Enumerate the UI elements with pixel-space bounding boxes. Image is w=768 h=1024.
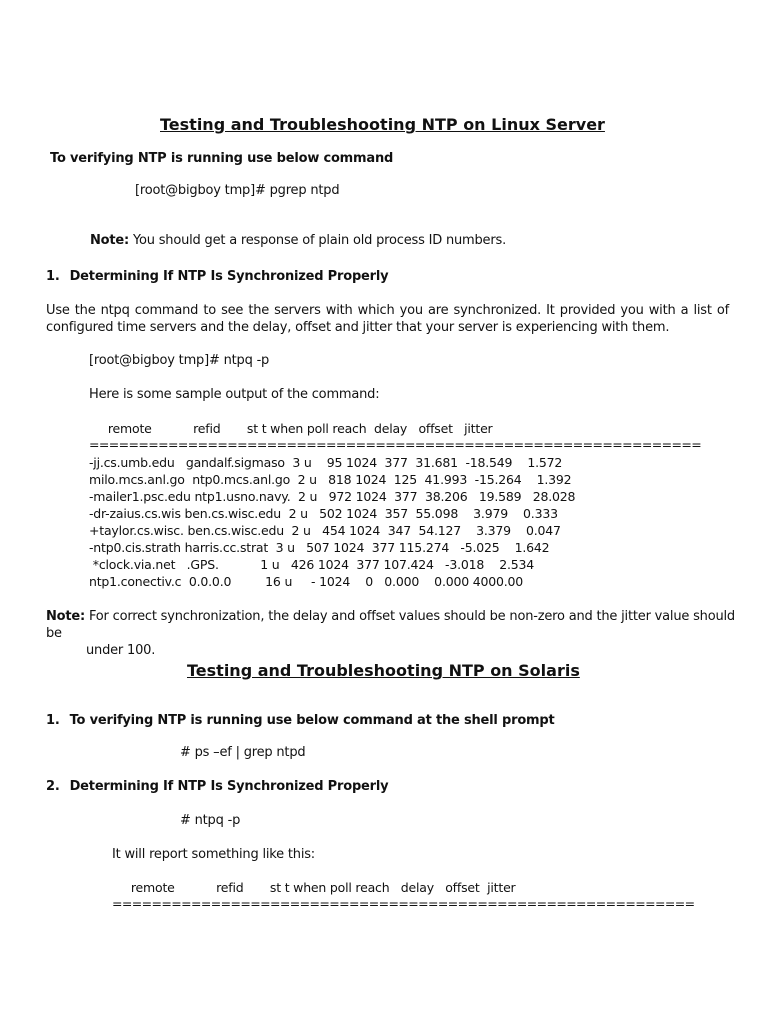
linux-note1 [90, 232, 506, 249]
solaris-output-separator: =========================================================== [112, 896, 695, 911]
solaris-output-header: remote refid st t when poll reach delay offset jitter [112, 880, 516, 895]
solaris-step2-heading-text: Determining If NTP Is Synchronized Properly [69, 779, 389, 794]
linux-verify-command: [root@bigboy tmp]# pgrep ntpd [135, 183, 340, 198]
linux-verify-heading: To verifying NTP is running use below command [50, 151, 394, 166]
note2-label: Note: [46, 609, 86, 624]
note2-text: For correct synchronization, the delay and offset values should be non-zero and the jitter value should be [46, 609, 735, 641]
note2-continuation: under 100. [86, 643, 156, 658]
solaris-report-intro: It will report something like this: [112, 847, 315, 862]
linux-output-header: remote refid st t when poll reach delay offset jitter [89, 421, 493, 436]
linux-output-row: *clock.via.net .GPS. 1 u 426 1024 377 107.424 -3.018 2.534 [89, 557, 535, 572]
note1-label: Note: [90, 233, 130, 248]
step1-heading-text: Determining If NTP Is Synchronized Properly [69, 269, 389, 284]
linux-step1-paragraph: Use the ntpq command to see the servers with which you are synchronized. It provided you with a list of configured time servers and the delay, offset and jitter that your server is experiencing with them. [46, 303, 729, 335]
solaris-step1-heading [46, 712, 555, 729]
note1-text: You should get a response of plain old process ID numbers. [129, 233, 507, 248]
linux-output-row: -dr-zaius.cs.wis ben.cs.wisc.edu 2 u 502 1024 357 55.098 3.979 0.333 [89, 506, 558, 521]
solaris-step1-heading-text: To verifying NTP is running use below command at the shell prompt [69, 713, 555, 728]
solaris-section-title: Testing and Troubleshooting NTP on Solaris [187, 661, 580, 680]
step1-number: 1. [46, 269, 60, 284]
linux-step1-heading [46, 268, 388, 285]
linux-output-separator: ============================================================== [89, 437, 702, 452]
linux-output-row: +taylor.cs.wisc. ben.cs.wisc.edu 2 u 454 1024 347 54.127 3.379 0.047 [89, 523, 561, 538]
linux-output-row: -mailer1.psc.edu ntp1.usno.navy. 2 u 972 1024 377 38.206 19.589 28.028 [89, 489, 576, 504]
linux-sample-intro: Here is some sample output of the command: [89, 387, 380, 402]
solaris-step1-command: # ps –ef | grep ntpd [180, 745, 306, 760]
solaris-step2-command: # ntpq -p [180, 813, 241, 828]
linux-output-row: milo.mcs.anl.go ntp0.mcs.anl.go 2 u 818 1024 125 41.993 -15.264 1.392 [89, 472, 572, 487]
linux-output-row: -jj.cs.umb.edu gandalf.sigmaso 3 u 95 1024 377 31.681 -18.549 1.572 [89, 455, 563, 470]
linux-output-row: -ntp0.cis.strath harris.cc.strat 3 u 507 1024 377 115.274 -5.025 1.642 [89, 540, 550, 555]
linux-output-row: ntp1.conectiv.c 0.0.0.0 16 u - 1024 0 0.000 0.000 4000.00 [89, 574, 524, 589]
linux-ntpq-command: [root@bigboy tmp]# ntpq -p [89, 353, 270, 368]
solaris-step2-heading [46, 778, 388, 795]
solaris-step2-number: 2. [46, 779, 60, 794]
linux-section-title: Testing and Troubleshooting NTP on Linux Server [160, 115, 605, 134]
linux-note2 [46, 608, 736, 659]
solaris-step1-number: 1. [46, 713, 60, 728]
